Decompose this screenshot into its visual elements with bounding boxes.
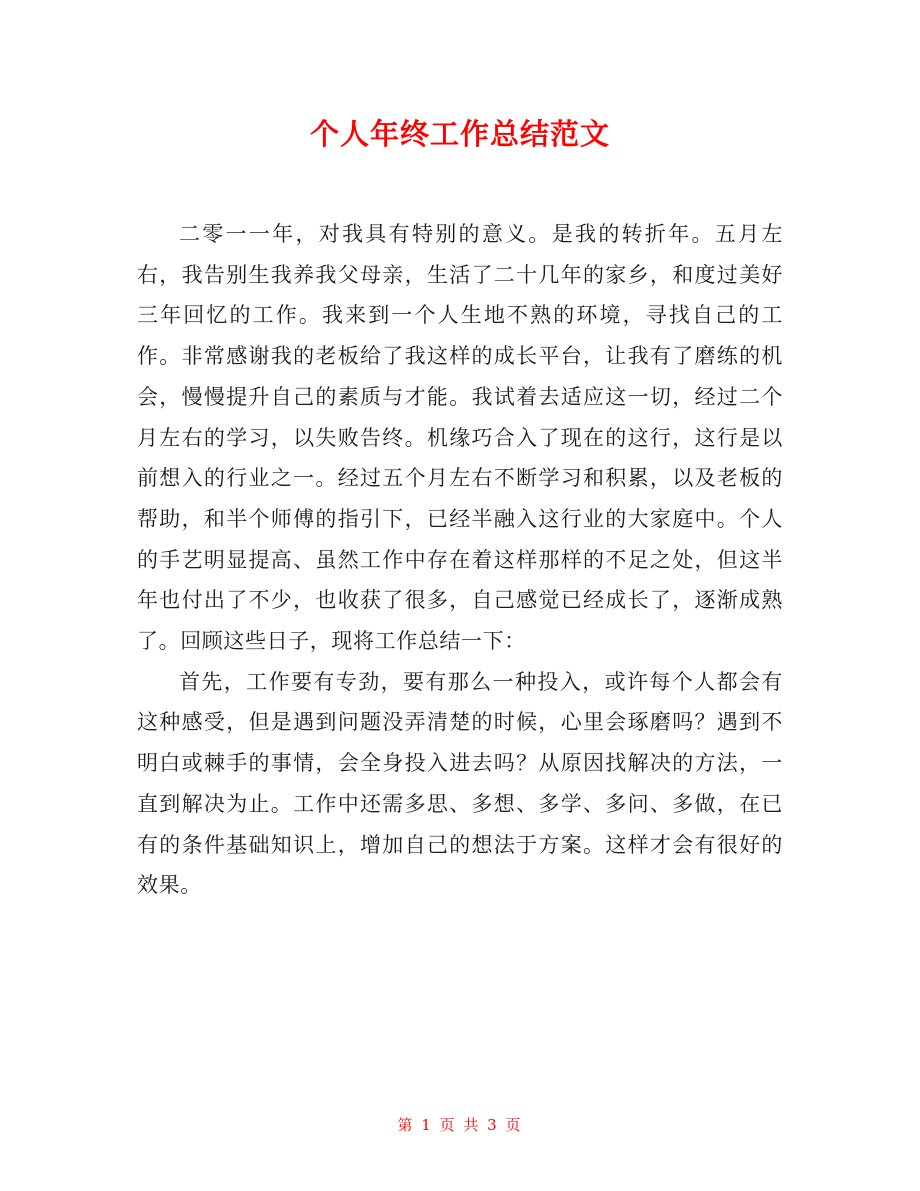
paragraph-2: 首先，工作要有专劲，要有那么一种投入，或许每个人都会有这种感受，但是遇到问题没弄清楚的时候，心里会琢磨吗？遇到不明白或棘手的事情，会全身投入进去吗？从原因找解决的方法，一直到解决为止。工作中还需多思、多想、多学、多问、多做，在已有的条件基础知识上，增加自己的想法于方案。这样才会有很好的效果。 bbox=[137, 669, 783, 898]
page-number-footer: 第 1 页 共 3 页 bbox=[397, 1116, 523, 1134]
document-body bbox=[137, 214, 783, 906]
paragraph-1: 二零一一年，对我具有特别的意义。是我的转折年。五月左右，我告别生我养我父母亲，生活了二十几年的家乡，和度过美好三年回忆的工作。我来到一个人生地不熟的环境，寻找自己的工作。非常感谢我的老板给了我这样的成长平台，让我有了磨练的机会，慢慢提升自己的素质与才能。我试着去适应这一切，经过二个月左右的学习，以失败告终。机缘巧合入了现在的这行，这行是以前想入的行业之一。经过五个月左右不断学习和积累，以及老板的帮助，和半个师傅的指引下，已经半融入这行业的大家庭中。个人的手艺明显提高、虽然工作中存在着这样那样的不足之处，但这半年也付出了不少，也收获了很多，自己感觉已经成长了，逐渐成熟了。回顾这些日子，现将工作总结一下： bbox=[137, 222, 783, 654]
document-title: 个人年终工作总结范文 bbox=[309, 117, 610, 151]
